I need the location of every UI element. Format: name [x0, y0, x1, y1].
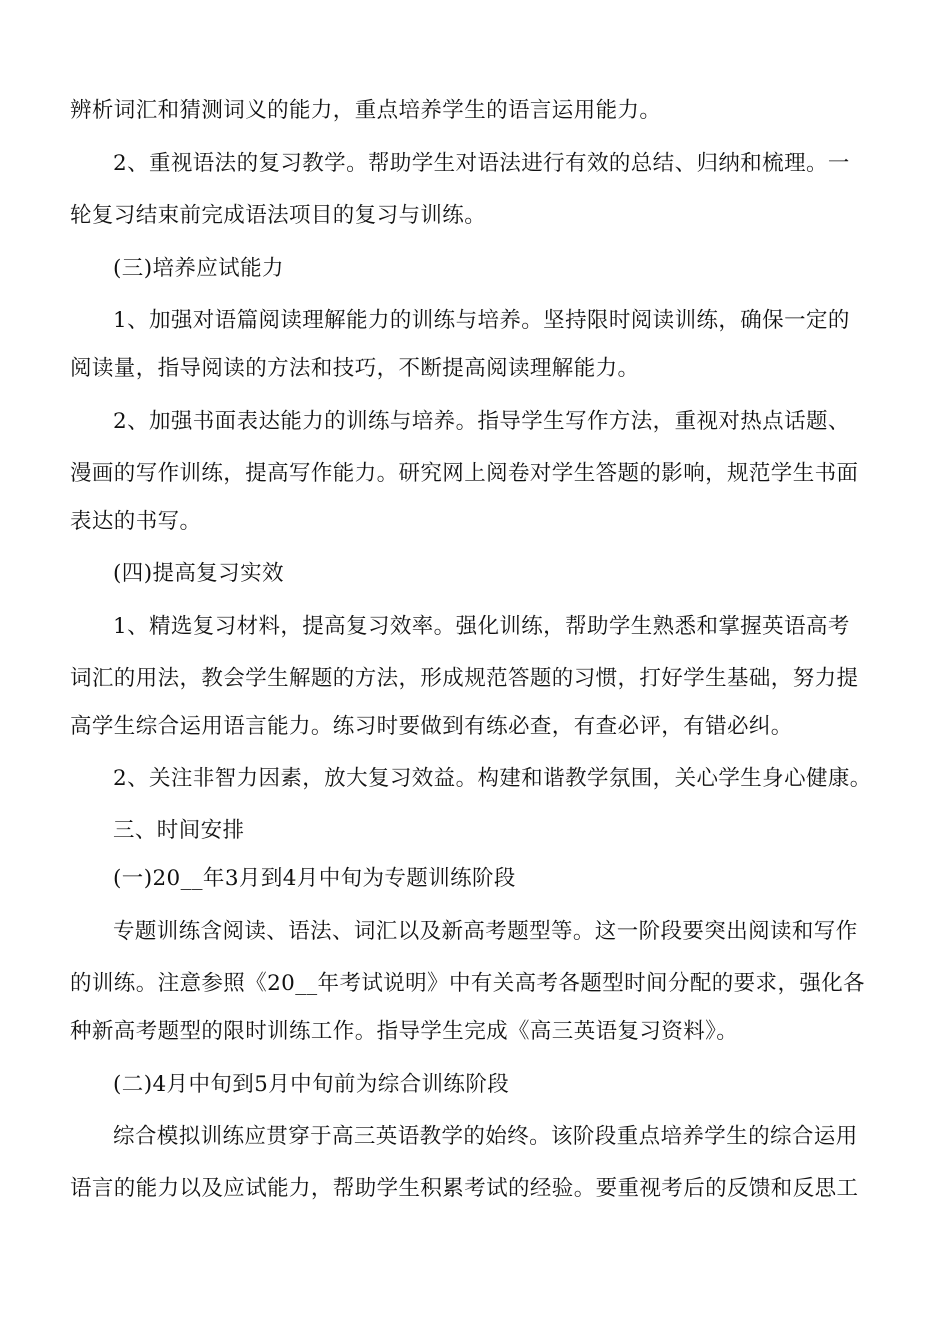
- section-heading: (二)4月中旬到5月中旬前为综合训练阶段: [113, 1072, 510, 1097]
- text-line: 词汇的用法，教会学生解题的方法，形成规范答题的习惯，打好学生基础，努力提: [70, 666, 859, 691]
- text-line: 的训练。注意参照《20__年考试说明》中有关高考各题型时间分配的要求，强化各: [70, 971, 866, 996]
- section-heading: (四)提高复习实效: [113, 561, 284, 586]
- text-line: 1、精选复习材料，提高复习效率。强化训练，帮助学生熟悉和掌握英语高考: [113, 614, 850, 639]
- text-line: 漫画的写作训练，提高写作能力。研究网上阅卷对学生答题的影响，规范学生书面: [70, 461, 859, 486]
- text-line: 语言的能力以及应试能力，帮助学生积累考试的经验。要重视考后的反馈和反思工: [70, 1176, 859, 1201]
- section-heading: (一)20__年3月到4月中旬为专题训练阶段: [113, 866, 516, 891]
- text-line: 2、重视语法的复习教学。帮助学生对语法进行有效的总结、归纳和梳理。一: [113, 151, 850, 176]
- text-line: 高学生综合运用语言能力。练习时要做到有练必查，有查必评，有错必纠。: [70, 714, 793, 739]
- text-line: 2、关注非智力因素，放大复习效益。构建和谐教学氛围，关心学生身心健康。: [113, 766, 872, 791]
- text-line: 综合模拟训练应贯穿于高三英语教学的始终。该阶段重点培养学生的综合运用: [113, 1124, 858, 1149]
- text-line: 专题训练含阅读、语法、词汇以及新高考题型等。这一阶段要突出阅读和写作: [113, 919, 858, 944]
- text-line: 种新高考题型的限时训练工作。指导学生完成《高三英语复习资料》。: [70, 1019, 739, 1044]
- text-line: 表达的书写。: [70, 509, 202, 534]
- text-line: 2、加强书面表达能力的训练与培养。指导学生写作方法，重视对热点话题、: [113, 409, 850, 434]
- text-line: 辨析词汇和猜测词义的能力，重点培养学生的语言运用能力。: [70, 98, 662, 123]
- section-heading: 三、时间安排: [113, 818, 245, 843]
- text-line: 轮复习结束前完成语法项目的复习与训练。: [70, 203, 487, 228]
- section-heading: (三)培养应试能力: [113, 256, 284, 281]
- text-line: 阅读量，指导阅读的方法和技巧，不断提高阅读理解能力。: [70, 356, 640, 381]
- text-line: 1、加强对语篇阅读理解能力的训练与培养。坚持限时阅读训练，确保一定的: [113, 308, 850, 333]
